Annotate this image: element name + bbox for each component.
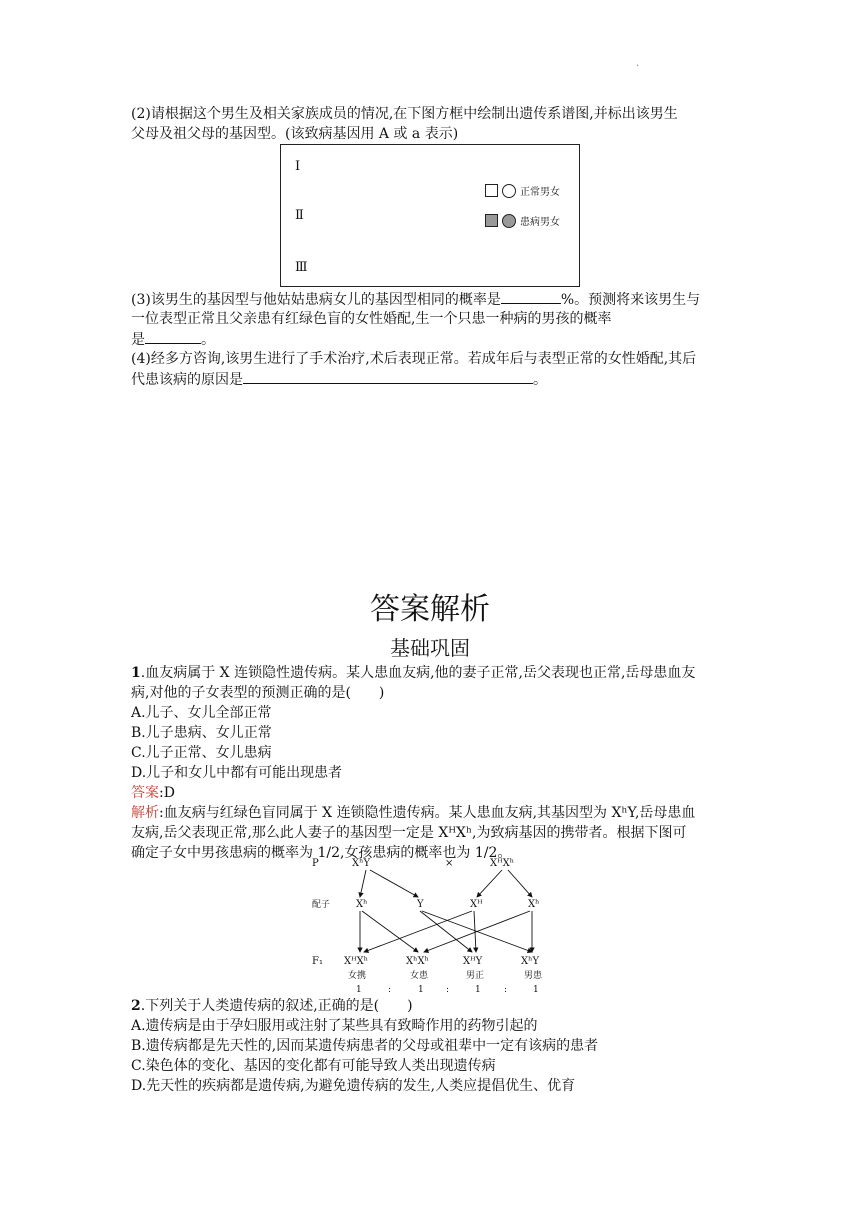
answer-label: 答案 [131, 785, 159, 801]
answer-value: :D [159, 785, 175, 801]
q3-line1 [131, 289, 700, 310]
affected-female-circle-icon [502, 214, 516, 228]
cross-sign: × [445, 858, 454, 869]
question1-line1 [131, 663, 695, 683]
offspring-1: XᴴXʰ [344, 956, 369, 967]
question1-stem-a: .血友病属于 X 连锁隐性遗传病。某人患血友病,他的妻子正常,岳父表现也正常,岳母患血友 [140, 665, 696, 681]
q3-text-c: 是 [131, 332, 145, 348]
q3-text-b: %。预测将来该男生与 [560, 292, 701, 308]
answer-title: 答案解析 [370, 592, 490, 627]
phenotype-1: 女携 [348, 971, 367, 981]
section-title: 基础巩固 [390, 636, 470, 660]
question1-answer [131, 783, 175, 803]
cross-arrows [360, 870, 532, 952]
question2-option-d: D.先天性的疾病都是遗传病,为避免遗传病的发生,人类应提倡优生、优育 [131, 1078, 576, 1094]
q3-text-a: (3)该男生的基因型与他姑姑患病女儿的基因型相同的概率是 [131, 292, 501, 308]
parent-female-genotype: XᴴXʰ [490, 858, 515, 869]
p-label: P [312, 858, 319, 869]
gamete-1: Xʰ [356, 899, 368, 910]
legend-affected [485, 213, 560, 228]
phenotype-3: 男正 [466, 971, 485, 981]
analysis-text-1: :血友病与红绿色盲同属于 X 连锁隐性遗传病。某人患血友病,其基因型为 XʰY,岳母患血 [159, 805, 696, 821]
question2-option-a: A.遗传病是由于孕妇服用或注射了某些具有致畸作用的药物引起的 [131, 1018, 538, 1034]
ratio-sep-2: : [446, 985, 450, 995]
page-marker-dot: . [636, 58, 640, 69]
question2-stem-text: .下列关于人类遗传病的叙述,正确的是( ) [140, 998, 413, 1014]
question2-number: 2 [131, 998, 141, 1014]
normal-female-circle-icon [502, 184, 516, 198]
q3-line3 [131, 329, 215, 350]
q3-text-d: 。 [201, 332, 215, 348]
question1-analysis-line2: 友病,岳父表现正常,那么此人妻子的基因型一定是 XᴴXʰ,为致病基因的携带者。根据下图可 [131, 825, 687, 841]
legend-normal-label: 正常男女 [520, 187, 560, 198]
ratio-2: 1 [418, 985, 424, 995]
question1-line2: 病,对他的子女表型的预测正确的是( ) [131, 685, 385, 701]
offspring-2: XʰXʰ [406, 956, 429, 967]
q3-line2: 一位表型正常且父亲患有红绿色盲的女性婚配,生一个只患一种病的男孩的概率 [131, 311, 612, 327]
question1-option-a: A.儿子、女儿全部正常 [131, 705, 272, 721]
ratio-4: 1 [533, 985, 539, 995]
question2-stem [131, 996, 413, 1016]
phenotype-4: 男患 [524, 971, 543, 981]
genetic-cross-diagram [300, 856, 570, 996]
q4-text-b: 。 [533, 372, 547, 388]
q4-blank[interactable] [243, 369, 533, 384]
pedigree-drawing-box[interactable] [280, 144, 580, 287]
legend-normal [485, 183, 560, 198]
q4-text-a: 代患该病的原因是 [131, 372, 243, 388]
question1-analysis-line1 [131, 803, 695, 823]
generation-label-1: Ⅰ [295, 159, 301, 174]
gamete-2: Y [417, 899, 424, 910]
offspring-3: XᴴY [463, 956, 483, 967]
ratio-3: 1 [475, 985, 481, 995]
q2-line1: (2)请根据这个男生及相关家族成员的情况,在下图方框中绘制出遗传系谱图,并标出该男生 [131, 106, 678, 122]
generation-label-2: Ⅱ [295, 208, 304, 223]
affected-male-square-icon [485, 214, 498, 227]
question1-number: 1 [131, 665, 141, 681]
gamete-4: Xʰ [528, 899, 540, 910]
question1-option-b: B.儿子患病、女儿正常 [131, 725, 272, 741]
parent-male-genotype: XʰY [352, 858, 371, 869]
question1-analysis-line3: 确定子女中男孩患病的概率为 1/2,女孩患病的概率也为 1/2。 [131, 845, 512, 861]
generation-label-3: Ⅲ [295, 260, 308, 275]
question1-option-d: D.儿子和女儿中都有可能出现患者 [131, 765, 343, 781]
ratio-sep-3: : [504, 985, 508, 995]
question2-option-c: C.染色体的变化、基因的变化都有可能导致人类出现遗传病 [131, 1058, 496, 1074]
f1-label: F₁ [312, 956, 323, 967]
q4-line1: (4)经多方咨询,该男生进行了手术治疗,术后表现正常。若成年后与表型正常的女性婚配,其后 [131, 351, 697, 367]
normal-male-square-icon [485, 184, 498, 197]
ratio-1: 1 [356, 985, 362, 995]
ratio-sep-1: : [388, 985, 392, 995]
q3-blank-1[interactable] [501, 289, 561, 304]
phenotype-2: 女患 [410, 971, 429, 981]
question2-option-b: B.遗传病都是先天性的,因而某遗传病患者的父母或祖辈中一定有该病的患者 [131, 1038, 599, 1054]
analysis-label: 解析 [131, 805, 159, 821]
q2-line2: 父母及祖父母的基因型。(该致病基因用 A 或 a 表示) [131, 126, 459, 142]
q3-blank-2[interactable] [145, 329, 201, 344]
q4-line2 [131, 369, 547, 390]
gamete-3: Xᴴ [470, 899, 483, 910]
question1-option-c: C.儿子正常、女儿患病 [131, 745, 272, 761]
offspring-4: XʰY [521, 956, 540, 967]
legend-affected-label: 患病男女 [520, 217, 560, 228]
gamete-label: 配子 [312, 900, 331, 910]
